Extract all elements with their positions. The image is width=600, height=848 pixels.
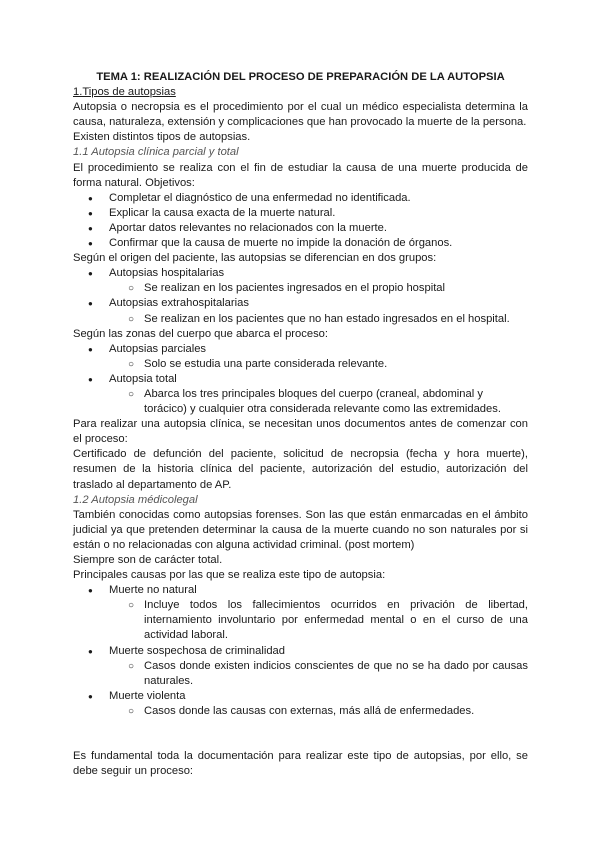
list-item-label: Autopsias hospitalarias: [109, 267, 225, 280]
list-item: [73, 583, 528, 643]
section-1-heading: 1.Tipos de autopsias: [73, 86, 176, 99]
causes-intro: Principales causas por las que se realiza este tipo de autopsia:: [73, 569, 386, 582]
total-line: Siempre son de carácter total.: [73, 554, 223, 566]
zones-list: [73, 342, 528, 417]
section-1-intro: Autopsia o necropsia es el procedimiento por el cual un médico especialista determina la causa, naturaleza, extensión y complicaciones que han provocado la muerte de la persona.: [73, 101, 528, 129]
sub-list-item: ○ Solo se estudia una parte considerada relevante.: [73, 357, 528, 372]
list-item-label: Muerte sospechosa de criminalidad: [109, 644, 285, 657]
origin-intro: Según el origen del paciente, las autopsias se diferencian en dos grupos:: [73, 252, 437, 265]
causes-list: [73, 583, 528, 719]
list-item: ● Aportar datos relevantes no relacionados con la muerte.: [73, 221, 528, 236]
list-item-label: Muerte violenta: [109, 689, 186, 702]
document-title: TEMA 1: REALIZACIÓN DEL PROCESO DE PREPARACIÓN DE LA AUTOPSIA: [96, 71, 505, 83]
spacer: [73, 719, 528, 749]
closing-paragraph: Es fundamental toda la documentación para realizar este tipo de autopsias, por ello, se debe seguir un proceso:: [73, 750, 528, 778]
section-1-1-heading: 1.1 Autopsia clínica parcial y total: [73, 146, 239, 159]
section-1-2-intro: También conocidas como autopsias forenses. Son las que están enmarcadas en el ámbito judicial ya que pretenden determinar la causa de la muerte cuando no son naturales por si están o no relacionadas con alguna actividad criminal. (post mortem): [73, 508, 528, 551]
list-item: [73, 266, 528, 296]
sub-list-item: ○ Casos donde las causas con externas, más allá de enfermedades.: [73, 704, 528, 719]
list-item-label: Muerte no natural: [109, 584, 197, 597]
sub-list-item: ○ Abarca los tres principales bloques del cuerpo (craneal, abdominal y torácico) y cualquier otra considerada relevante como las extremidades.: [73, 387, 528, 417]
document-page: [73, 70, 528, 779]
sub-list-item: ○ Se realizan en los pacientes ingresados en el propio hospital: [73, 281, 528, 296]
list-item: ● Explicar la causa exacta de la muerte natural.: [73, 206, 528, 221]
zones-intro: Según las zonas del cuerpo que abarca el proceso:: [73, 327, 328, 340]
list-item-label: Autopsia total: [109, 372, 177, 385]
sub-list-item: ○ Casos donde existen indicios conscientes de que no se ha dado por causas naturales.: [73, 659, 528, 689]
sub-list-item: ○ Se realizan en los pacientes que no han estado ingresados en el hospital.: [73, 312, 528, 327]
list-item: ● Confirmar que la causa de muerte no impide la donación de órganos.: [73, 236, 528, 251]
list-item: [73, 296, 528, 326]
list-item: [73, 342, 528, 372]
sub-list-item: ○ Incluye todos los fallecimientos ocurridos en privación de libertad, internamiento involuntario por enfermedad mental o en el curso de una actividad laboral.: [73, 598, 528, 643]
section-1-types-line: Existen distintos tipos de autopsias.: [73, 131, 251, 144]
list-item: ● Completar el diagnóstico de una enfermedad no identificada.: [73, 191, 528, 206]
list-item: [73, 689, 528, 719]
list-item-label: Autopsias extrahospitalarias: [109, 297, 249, 310]
section-1-2-heading: 1.2 Autopsia médicolegal: [73, 493, 198, 506]
docs-list: Certificado de defunción del paciente, solicitud de necropsia (fecha y hora muerte), resumen de la historia clínica del paciente, autorización del estudio, autorización del traslado al departamento de AP.: [73, 448, 528, 491]
docs-intro: Para realizar una autopsia clínica, se necesitan unos documentos antes de comenzar con el proceso:: [73, 418, 528, 446]
section-1-1-intro: El procedimiento se realiza con el fin de estudiar la causa de una muerte producida de forma natural. Objetivos:: [73, 161, 528, 189]
list-item: [73, 372, 528, 417]
origin-list: [73, 266, 528, 326]
list-item: [73, 644, 528, 689]
objectives-list: [73, 191, 528, 251]
list-item-label: Autopsias parciales: [109, 342, 207, 355]
